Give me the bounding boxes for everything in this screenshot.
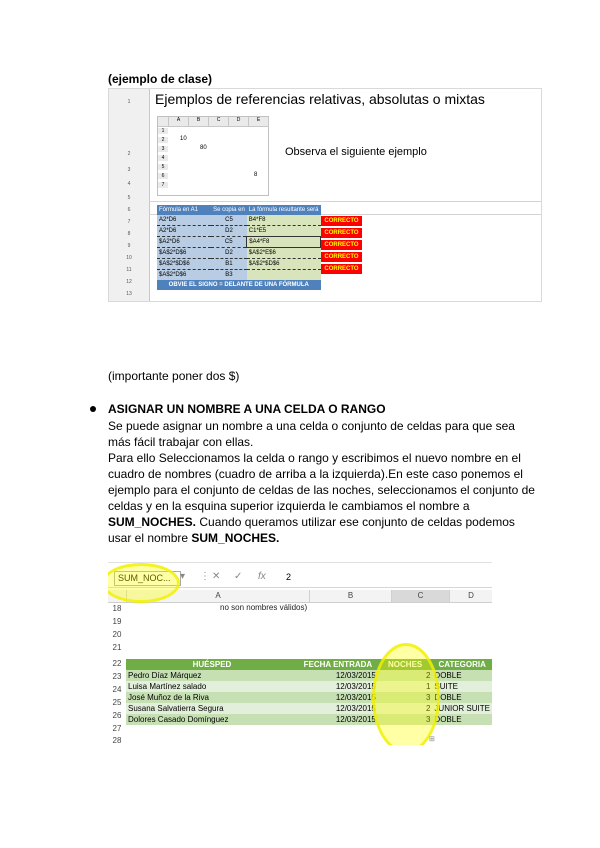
formula-cell: A2*D6 — [157, 226, 211, 237]
guest-cell[interactable]: Susana Salvatierra Segura — [126, 703, 298, 714]
header-copy: Se copia en — [213, 207, 245, 213]
row-number: 21 — [112, 643, 122, 652]
row-number: 3 — [127, 167, 131, 173]
row-number: 1 — [127, 99, 131, 105]
row-number: 11 — [126, 267, 132, 273]
formula-cell: $A$2*$D$6 — [157, 259, 211, 270]
nights-cell[interactable]: 2 — [378, 703, 433, 714]
nights-cell[interactable]: 3 — [378, 692, 433, 703]
correct-badge: CORRECTO — [321, 264, 362, 274]
category-cell[interactable]: SUITE — [432, 681, 492, 692]
mini-corner — [158, 117, 169, 127]
mini-cell-value: 8 — [254, 172, 258, 178]
header-nights[interactable]: NOCHES — [378, 659, 433, 670]
correct-badge: CORRECTO — [321, 252, 362, 262]
row-header-column — [109, 89, 150, 301]
mini-spreadsheet — [157, 116, 269, 196]
mini-col-header: E — [249, 117, 269, 127]
result-cell: $A$2*E$6 — [247, 248, 321, 259]
mini-col-header: A — [169, 117, 189, 127]
row-number: 13 — [126, 291, 132, 297]
row-number: 5 — [127, 195, 131, 201]
guest-cell[interactable]: Dolores Casado Domínguez — [126, 714, 298, 725]
range-name-text: SUM_NOCHES. — [108, 515, 197, 529]
formula-cell: $A$2*D$6 — [157, 248, 211, 259]
date-cell[interactable]: 12/03/2015 — [298, 670, 378, 681]
mini-col-header: B — [189, 117, 209, 127]
row-number: 7 — [127, 219, 131, 225]
cell-note-text: no son nombres válidos) — [220, 603, 308, 612]
table-row — [157, 215, 321, 226]
mini-row-number: 1 — [158, 128, 168, 134]
table-row — [157, 248, 321, 259]
row-number: 27 — [112, 724, 122, 733]
guest-cell[interactable]: Luisa Martínez salado — [126, 681, 298, 692]
cancel-icon[interactable]: ✕ — [212, 571, 221, 582]
section-body — [108, 418, 536, 546]
row-number: 22 — [112, 659, 122, 668]
nights-cell[interactable]: 1 — [378, 681, 433, 692]
date-cell[interactable]: 12/03/2015 — [298, 703, 378, 714]
row-number: 23 — [112, 672, 122, 681]
table-row — [157, 270, 321, 281]
mini-col-header: D — [229, 117, 249, 127]
bullet-icon — [90, 406, 96, 412]
mini-row-number: 7 — [158, 182, 168, 188]
correct-badge: CORRECTO — [321, 228, 362, 238]
mini-cell-value: 80 — [200, 145, 207, 151]
result-cell: B4*F8 — [247, 215, 321, 226]
formula-value[interactable]: 2 — [286, 572, 292, 582]
guests-table-header — [126, 659, 492, 670]
copy-cell: C5 — [211, 215, 247, 226]
row-number: 8 — [127, 231, 131, 237]
date-cell[interactable]: 12/03/2015 — [298, 692, 378, 703]
table-row — [157, 259, 321, 270]
mini-row-number: 5 — [158, 164, 168, 170]
row-number: 26 — [112, 711, 122, 720]
row-number: 19 — [112, 617, 122, 626]
mini-cell-value: 10 — [180, 136, 187, 142]
instructions-text: Para ello Seleccionamos la celda o rango y escribimos el nuevo nombre en el cuadro de nombres (cuadro de arriba a la izquierda).En este caso ponemos el ejemplo para el conjunto de celdas de las noches, seleccionamos el conjunto de celdas y en la esquina superior izquierda le cambiamos el nombre a — [108, 451, 535, 513]
nights-column-highlight — [372, 643, 440, 745]
category-cell[interactable]: DOBLE — [432, 670, 492, 681]
header-result: La fórmula resultante será — [248, 207, 319, 213]
range-name-text: SUM_NOCHES. — [191, 531, 280, 545]
references-example-screenshot — [108, 88, 542, 302]
copy-cell: D2 — [211, 226, 247, 237]
dropdown-icon[interactable]: ▾ — [180, 571, 186, 582]
section-heading: ASIGNAR UN NOMBRE A UNA CELDA O RANGO — [108, 402, 386, 416]
formula-table — [157, 205, 321, 290]
function-icon[interactable]: fx — [258, 571, 266, 582]
row-number: 20 — [112, 630, 122, 639]
mini-row-number: 2 — [158, 137, 168, 143]
enter-icon[interactable]: ✓ — [234, 571, 243, 582]
date-cell[interactable]: 12/03/2015 — [298, 714, 378, 725]
mini-row-number: 6 — [158, 173, 168, 179]
row-number: 6 — [127, 207, 131, 213]
instructions-text-end: Cuando queramos utilizar ese conjunto de celdas podemos usar el nombre — [108, 515, 515, 545]
table-footer-row — [157, 280, 321, 290]
copy-cell: B3 — [211, 270, 247, 281]
result-cell: $A4*F8 — [247, 237, 321, 248]
category-cell[interactable]: DOBLE — [432, 714, 492, 725]
row-number: 10 — [126, 255, 132, 261]
header-formula: Fórmula en A1 — [157, 205, 211, 215]
table-row — [157, 237, 321, 248]
column-header-a[interactable]: A — [127, 590, 310, 602]
column-header-d[interactable]: D — [450, 590, 492, 602]
row-number: 2 — [127, 151, 131, 157]
category-cell[interactable]: DOBLE — [432, 692, 492, 703]
result-cell: $A$2*$D$6 — [247, 259, 321, 270]
copy-cell: B1 — [211, 259, 247, 270]
correct-badge: CORRECTO — [321, 216, 362, 226]
named-range-screenshot — [108, 562, 492, 745]
mini-col-header: C — [209, 117, 229, 127]
observe-example-text: Observa el siguiente ejemplo — [285, 146, 427, 158]
name-box[interactable]: SUM_NOC... — [114, 571, 181, 586]
mini-row-number: 4 — [158, 155, 168, 161]
nights-cell[interactable]: 3 — [378, 714, 433, 725]
column-header-c[interactable]: C — [392, 590, 450, 602]
header-guest[interactable]: HUÉSPED — [126, 659, 298, 670]
formula-cell: $A$2*D$6 — [157, 270, 211, 281]
more-icon: ⋮ — [200, 571, 210, 582]
important-note: (importante poner dos $) — [108, 369, 240, 383]
row-number: 4 — [127, 181, 131, 187]
row-number: 9 — [127, 243, 131, 249]
mini-row-number: 3 — [158, 146, 168, 152]
correct-badge: CORRECTO — [321, 240, 362, 250]
row-number: 28 — [112, 736, 122, 745]
row-number: 24 — [112, 685, 122, 694]
column-header-b[interactable]: B — [310, 590, 392, 602]
row-number: 25 — [112, 698, 122, 707]
nights-cell[interactable]: 2 — [378, 670, 433, 681]
header-category[interactable]: CATEGORIA — [432, 659, 492, 670]
gridline — [149, 201, 541, 202]
category-cell[interactable]: JUNIOR SUITE — [432, 703, 492, 714]
guest-cell[interactable]: Pedro Díaz Márquez — [126, 670, 298, 681]
header-date[interactable]: FECHA ENTRADA — [298, 659, 378, 670]
example-caption: (ejemplo de clase) — [108, 72, 213, 86]
guest-cell[interactable]: José Muñoz de la Riva — [126, 692, 298, 703]
formula-cell: A2*D6 — [157, 215, 211, 226]
result-cell: C1*E5 — [247, 226, 321, 237]
result-cell — [247, 270, 321, 281]
intro-paragraph: Se puede asignar un nombre a una celda o conjunto de celdas para que sea más fácil trabajar con ellas. — [108, 419, 515, 449]
row-number: 12 — [126, 279, 132, 285]
copy-cell: D2 — [211, 248, 247, 259]
copy-cell: C5 — [211, 237, 247, 248]
date-cell[interactable]: 12/03/2015 — [298, 681, 378, 692]
table-footer: OBVIE EL SIGNO = DELANTE DE UNA FÓRMULA — [157, 280, 321, 290]
table-row — [157, 226, 321, 237]
example-title: Ejemplos de referencias relativas, absolutas o mixtas — [155, 91, 485, 107]
formula-table-header — [157, 205, 321, 215]
formula-cell: $A2*D6 — [157, 237, 211, 248]
quick-analysis-icon[interactable]: ⊞ — [429, 736, 435, 743]
row-number: 18 — [112, 604, 122, 613]
